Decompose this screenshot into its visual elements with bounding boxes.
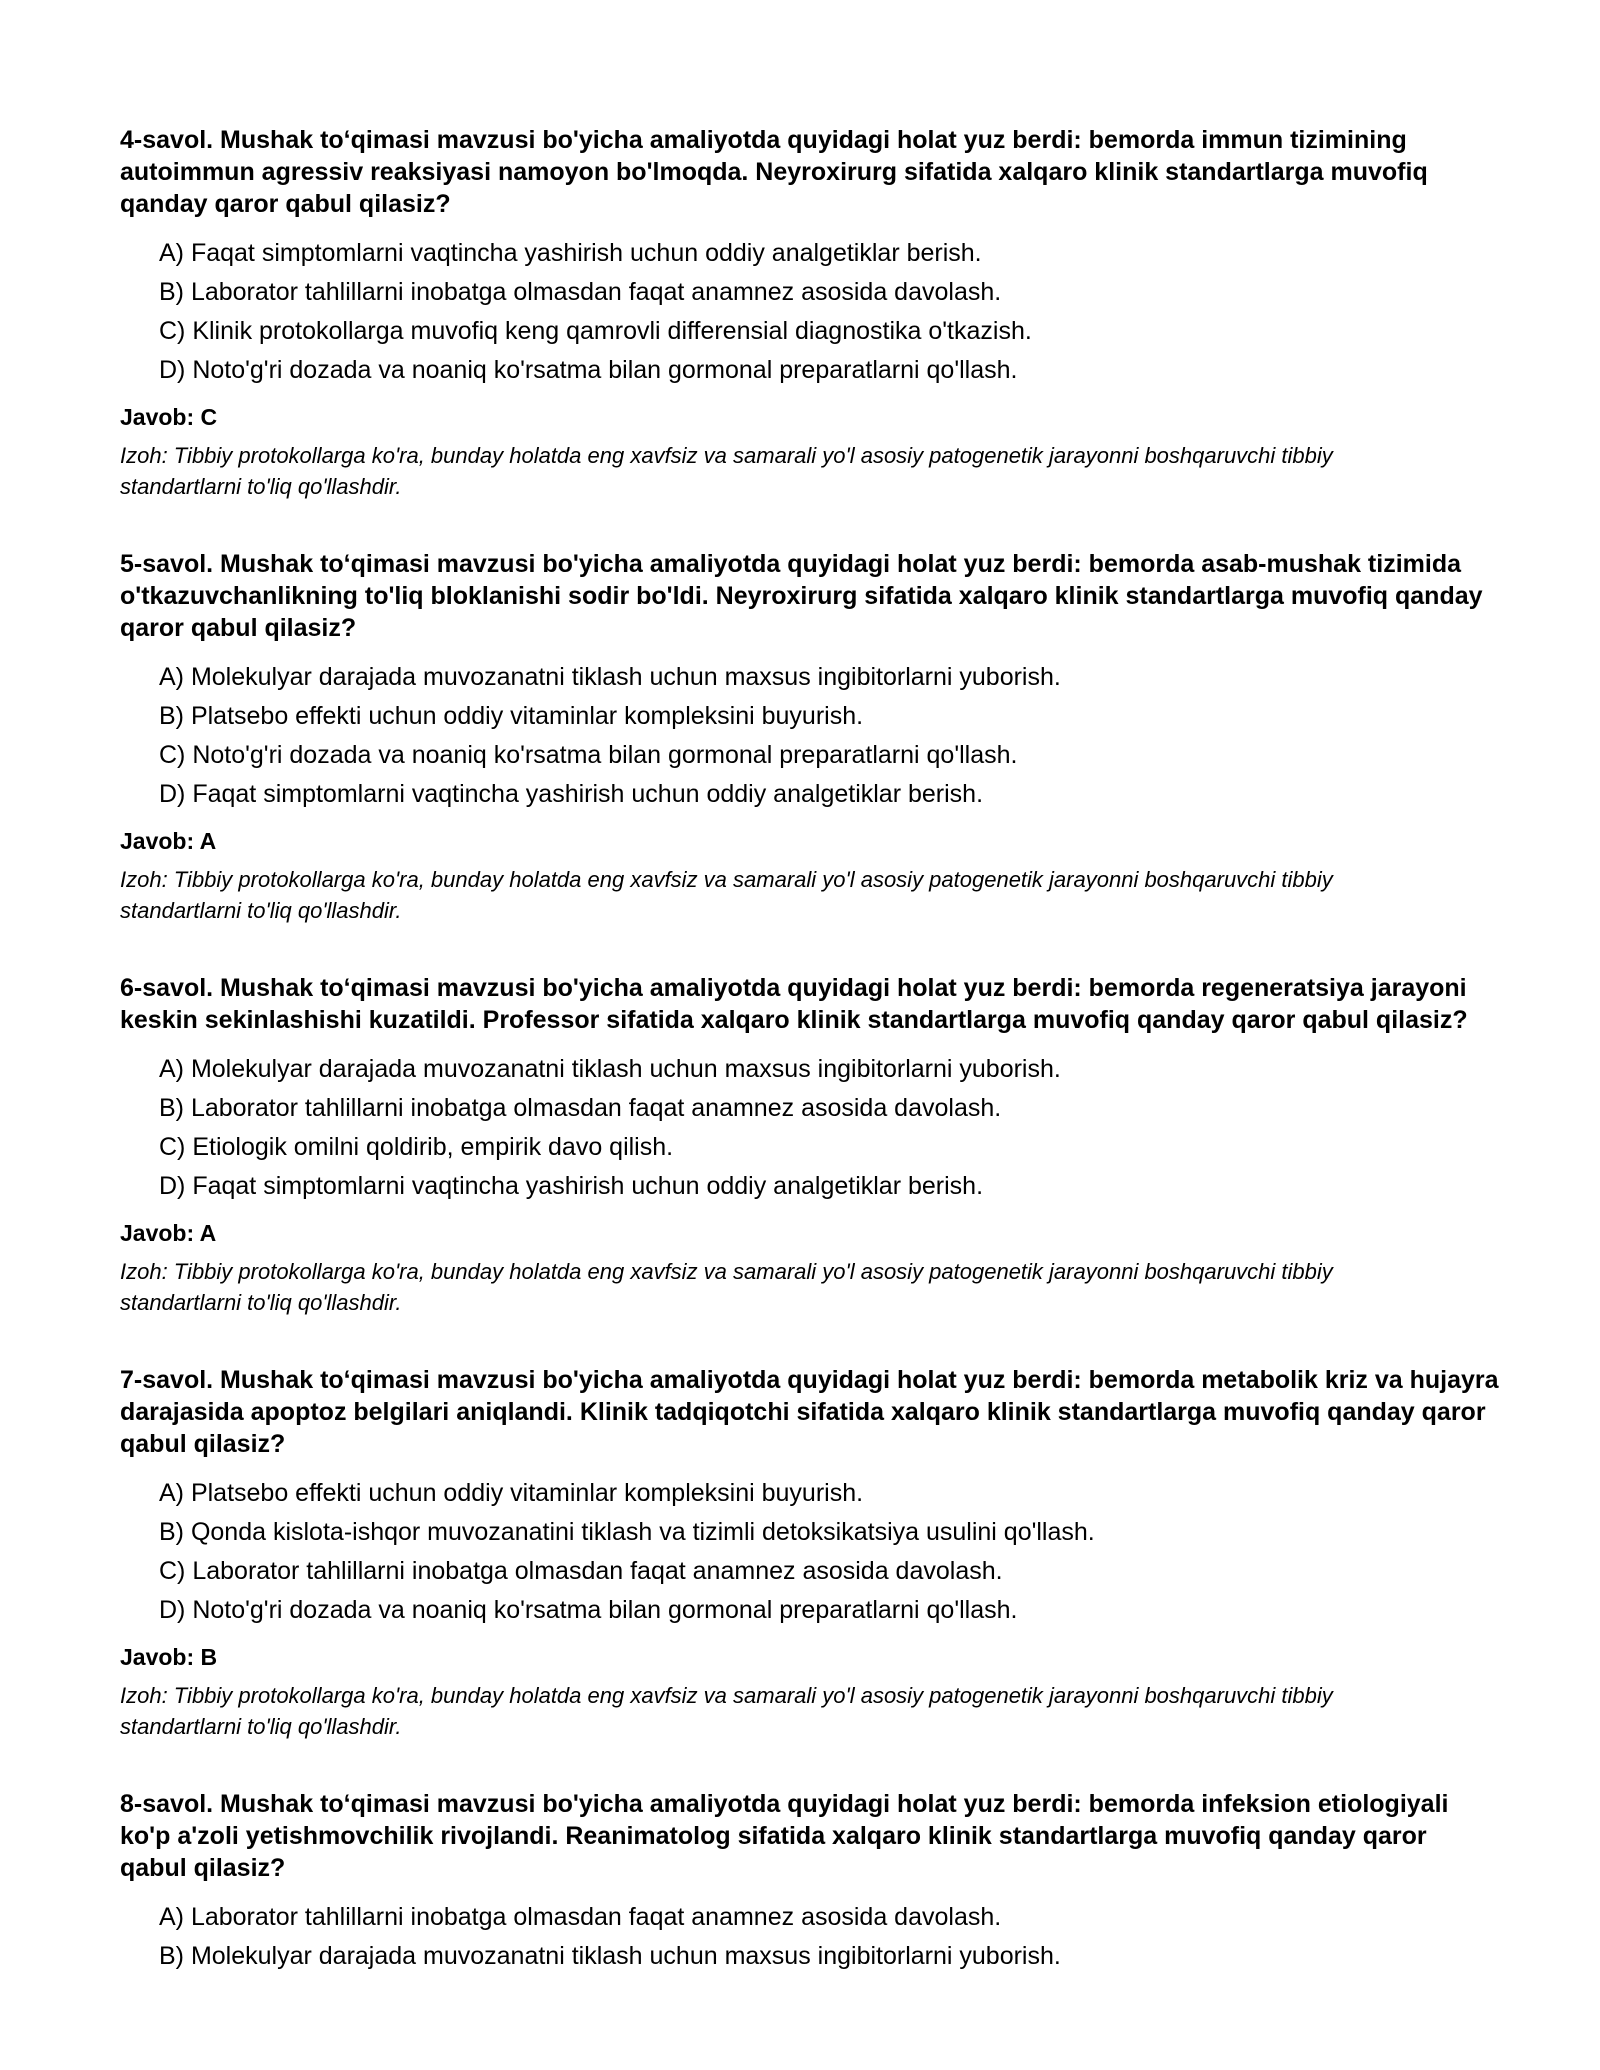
option-c: C) Etiologik omilni qoldirib, empirik davo qilish.: [159, 1133, 674, 1161]
option-b: B) Platsebo effekti uchun oddiy vitaminlar kompleksini buyurish.: [159, 702, 864, 730]
option-b: B) Laborator tahlillarni inobatga olmasdan faqat anamnez asosida davolash.: [159, 278, 1002, 306]
option-list: [120, 1898, 1500, 1976]
option-c: C) Klinik protokollarga muvofiq keng qamrovli differensial diagnostika o'tkazish.: [159, 317, 1032, 345]
option-d: D) Faqat simptomlarni vaqtincha yashirish uchun oddiy analgetiklar berish.: [159, 1172, 984, 1200]
option-a: A) Platsebo effekti uchun oddiy vitaminlar kompleksini buyurish.: [159, 1479, 864, 1507]
document-page: [120, 124, 1500, 2022]
answer-label: Javob: C: [120, 404, 218, 430]
question-text: 6-savol. Mushak to‘qimasi mavzusi bo'yicha amaliyotda quyidagi holat yuz berdi: bemorda regeneratsiya jarayoni keskin sekinlashishi kuzatildi. Professor sifatida xalqaro klinik standartlarga muvofiq qanday qaror qabul qilasiz?: [120, 974, 1468, 1034]
option-b: B) Qonda kislota-ishqor muvozanatini tiklash va tizimli detoksikatsiya usulini qo'llash.: [159, 1518, 1095, 1546]
question-text: 7-savol. Mushak to‘qimasi mavzusi bo'yicha amaliyotda quyidagi holat yuz berdi: bemorda metabolik kriz va hujayra darajasida apoptoz belgilari aniqlandi. Klinik tadqiqotchi sifatida xalqaro klinik standartlarga muvofiq qanday qaror qabul qilasiz?: [120, 1366, 1499, 1458]
option-a: A) Molekulyar darajada muvozanatni tiklash uchun maxsus ingibitorlarni yuborish.: [159, 663, 1061, 691]
explanation-note: Izoh: Tibbiy protokollarga ko'ra, bunday holatda eng xavfsiz va samarali yo'l asosiy patogenetik jarayonni boshqaruvchi tibbiy standartlarni to'liq qo'llashdir.: [120, 1259, 1333, 1315]
option-d: D) Noto'g'ri dozada va noaniq ko'rsatma bilan gormonal preparatlarni qo'llash.: [159, 356, 1018, 384]
question-text: 8-savol. Mushak to‘qimasi mavzusi bo'yicha amaliyotda quyidagi holat yuz berdi: bemorda infeksion etiologiyali ko'p a'zoli yetishmovchilik rivojlandi. Reanimatolog sifatida xalqaro klinik standartlarga muvofiq qanday qaror qabul qilasiz?: [120, 1790, 1449, 1882]
option-list: [120, 658, 1500, 814]
answer-label: Javob: A: [120, 828, 217, 854]
option-list: [120, 234, 1500, 390]
explanation-note: Izoh: Tibbiy protokollarga ko'ra, bunday holatda eng xavfsiz va samarali yo'l asosiy patogenetik jarayonni boshqaruvchi tibbiy standartlarni to'liq qo'llashdir.: [120, 443, 1333, 499]
option-a: A) Faqat simptomlarni vaqtincha yashirish uchun oddiy analgetiklar berish.: [159, 239, 982, 267]
option-d: D) Noto'g'ri dozada va noaniq ko'rsatma bilan gormonal preparatlarni qo'llash.: [159, 1596, 1018, 1624]
option-d: D) Faqat simptomlarni vaqtincha yashirish uchun oddiy analgetiklar berish.: [159, 780, 984, 808]
question-block: [120, 1788, 1500, 1976]
option-list: [120, 1474, 1500, 1630]
option-a: A) Laborator tahlillarni inobatga olmasdan faqat anamnez asosida davolash.: [159, 1903, 1002, 1931]
question-block: [120, 124, 1500, 502]
option-list: [120, 1050, 1500, 1206]
explanation-note: Izoh: Tibbiy protokollarga ko'ra, bunday holatda eng xavfsiz va samarali yo'l asosiy patogenetik jarayonni boshqaruvchi tibbiy standartlarni to'liq qo'llashdir.: [120, 867, 1333, 923]
option-c: C) Noto'g'ri dozada va noaniq ko'rsatma bilan gormonal preparatlarni qo'llash.: [159, 741, 1018, 769]
question-text: 5-savol. Mushak to‘qimasi mavzusi bo'yicha amaliyotda quyidagi holat yuz berdi: bemorda asab-mushak tizimida o'tkazuvchanlikning to'liq bloklanishi sodir bo'ldi. Neyroxirurg sifatida xalqaro klinik standartlarga muvofiq qanday qaror qabul qilasiz?: [120, 550, 1483, 642]
option-b: B) Laborator tahlillarni inobatga olmasdan faqat anamnez asosida davolash.: [159, 1094, 1002, 1122]
answer-label: Javob: B: [120, 1644, 218, 1670]
option-a: A) Molekulyar darajada muvozanatni tiklash uchun maxsus ingibitorlarni yuborish.: [159, 1055, 1061, 1083]
question-block: [120, 1364, 1500, 1742]
answer-label: Javob: A: [120, 1220, 217, 1246]
option-b: B) Molekulyar darajada muvozanatni tiklash uchun maxsus ingibitorlarni yuborish.: [159, 1942, 1061, 1970]
question-block: [120, 972, 1500, 1318]
option-c: C) Laborator tahlillarni inobatga olmasdan faqat anamnez asosida davolash.: [159, 1557, 1003, 1585]
question-text: 4-savol. Mushak to‘qimasi mavzusi bo'yicha amaliyotda quyidagi holat yuz berdi: bemorda immun tizimining autoimmun agressiv reaksiyasi namoyon bo'lmoqda. Neyroxirurg sifatida xalqaro klinik standartlarga muvofiq qanday qaror qabul qilasiz?: [120, 126, 1428, 218]
explanation-note: Izoh: Tibbiy protokollarga ko'ra, bunday holatda eng xavfsiz va samarali yo'l asosiy patogenetik jarayonni boshqaruvchi tibbiy standartlarni to'liq qo'llashdir.: [120, 1683, 1333, 1739]
question-block: [120, 548, 1500, 926]
